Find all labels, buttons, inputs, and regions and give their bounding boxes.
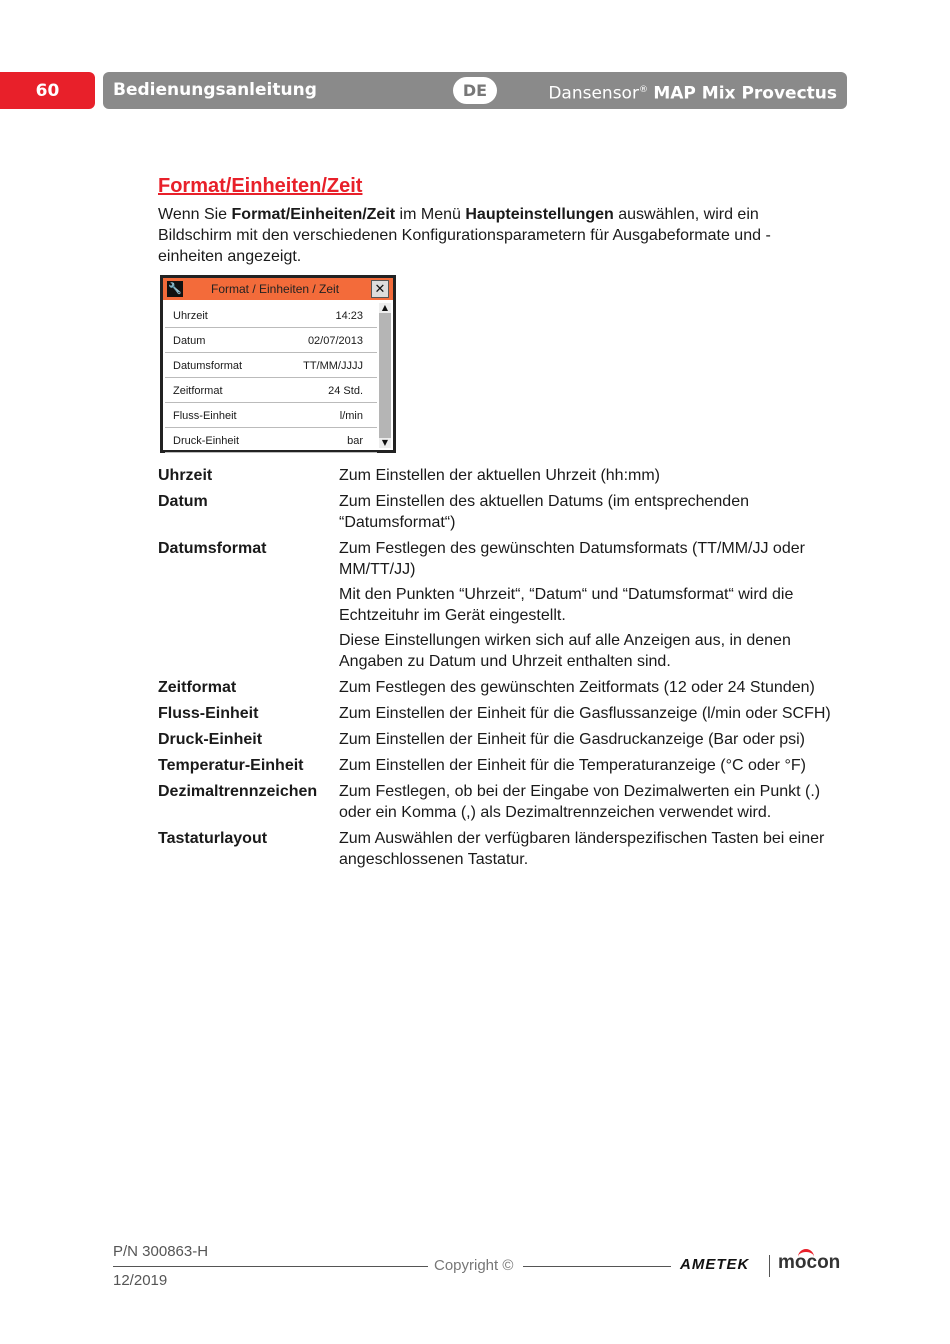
definition-text: Zum Einstellen der aktuellen Uhrzeit (hh:mm) <box>339 467 661 484</box>
device-setting-row[interactable] <box>165 428 377 453</box>
device-screenshot <box>160 275 396 453</box>
device-scrollbar[interactable] <box>379 303 391 448</box>
intro-text: im Menü <box>395 206 466 223</box>
definition-term: Fluss-Einheit <box>158 705 259 722</box>
definition-description <box>339 703 848 724</box>
definition-row <box>158 677 848 698</box>
registered-mark: ® <box>638 85 648 95</box>
ametek-logo: AMETEK <box>680 1256 750 1273</box>
definition-description <box>339 538 848 672</box>
definition-term: Tastaturlayout <box>158 830 268 847</box>
device-setting-row[interactable] <box>165 303 377 328</box>
definition-row <box>158 729 848 750</box>
definition-row <box>158 703 848 724</box>
device-setting-row[interactable] <box>165 403 377 428</box>
definition-term: Druck-Einheit <box>158 731 263 748</box>
definition-text: Mit den Punkten “Uhrzeit“, “Datum“ und “Datumsformat“ wird die Echtzeituhr im Gerät eingestellt. <box>339 586 794 624</box>
device-setting-label: Uhrzeit <box>173 310 208 322</box>
definition-text: Zum Einstellen der Einheit für die Gasdruckanzeige (Bar oder psi) <box>339 731 805 748</box>
definition-text: Zum Festlegen des gewünschten Datumsformats (TT/MM/JJ oder MM/TT/JJ) <box>339 540 805 578</box>
section-title: Format/Einheiten/Zeit <box>158 175 363 197</box>
brand-name: Dansensor <box>548 83 639 104</box>
definition-term: Uhrzeit <box>158 467 213 484</box>
device-title-bar <box>163 278 393 300</box>
device-setting-row[interactable] <box>165 378 377 403</box>
definition-term: Dezimaltrennzeichen <box>158 783 318 800</box>
device-setting-label: Fluss-Einheit <box>173 410 237 422</box>
device-setting-value: 14:23 <box>335 310 363 322</box>
model-name: MAP Mix Provectus <box>653 83 837 104</box>
wrench-icon: 🔧 <box>168 283 182 295</box>
main-content <box>158 175 848 875</box>
footer-divider <box>523 1266 671 1267</box>
definition-text: Zum Einstellen der Einheit für die Temperaturanzeige (°C oder °F) <box>339 757 806 774</box>
language-badge: DE <box>453 77 497 104</box>
device-title: Format / Einheiten / Zeit <box>211 282 340 296</box>
header-title: Bedienungsanleitung <box>113 80 317 100</box>
definition-text: Zum Festlegen des gewünschten Zeitformats (12 oder 24 Stunden) <box>339 679 815 696</box>
definition-term: Datum <box>158 493 208 510</box>
definition-term: Temperatur-Einheit <box>158 757 304 774</box>
definition-row <box>158 781 848 823</box>
device-setting-value: TT/MM/JJJJ <box>303 360 363 372</box>
definition-row <box>158 491 848 533</box>
definition-description <box>339 491 848 533</box>
definition-text: Zum Einstellen des aktuellen Datums (im entsprechenden “Datumsformat“) <box>339 493 749 531</box>
definitions-list <box>158 465 848 870</box>
definition-description <box>339 677 848 698</box>
device-setting-value: bar <box>347 435 363 447</box>
intro-bold-main-settings: Haupteinstellungen <box>465 206 614 223</box>
footer-date: 12/2019 <box>113 1272 168 1289</box>
scroll-down-icon[interactable]: ▼ <box>379 438 391 448</box>
device-setting-value: l/min <box>339 410 363 422</box>
copyright: Copyright © <box>434 1257 514 1274</box>
scroll-up-icon[interactable]: ▲ <box>379 303 391 313</box>
device-settings-list <box>165 303 377 453</box>
definition-text: Zum Festlegen, ob bei der Eingabe von Dezimalwerten ein Punkt (.) oder ein Komma (,) als Dezimaltrennzeichen verwendet wird. <box>339 783 821 821</box>
page-number: 60 <box>0 72 95 109</box>
close-icon[interactable]: ✕ <box>371 280 389 298</box>
footer-divider <box>113 1266 428 1267</box>
header-bar <box>103 72 847 109</box>
intro-text: auswählen, wird ein Bildschirm mit den verschiedenen Konfigurationsparametern für Ausgabeformate und -einheiten angezeigt. <box>158 206 771 265</box>
intro-text: Wenn Sie <box>158 206 232 223</box>
definition-term: Zeitformat <box>158 679 237 696</box>
definition-description <box>339 465 848 486</box>
definition-description <box>339 729 848 750</box>
definition-description <box>339 755 848 776</box>
logo-divider <box>769 1255 770 1277</box>
definition-row <box>158 538 848 672</box>
product-name <box>548 72 837 109</box>
device-setting-label: Datumsformat <box>173 360 243 372</box>
intro-bold-menu: Format/Einheiten/Zeit <box>231 206 396 223</box>
mocon-logo: mocon <box>778 1252 841 1273</box>
device-setting-label: Druck-Einheit <box>173 435 240 447</box>
definition-row <box>158 465 848 486</box>
device-setting-label: Zeitformat <box>173 385 223 397</box>
definition-text: Zum Einstellen der Einheit für die Gasflussanzeige (l/min oder SCFH) <box>339 705 831 722</box>
definition-description <box>339 828 848 870</box>
device-setting-row[interactable] <box>165 328 377 353</box>
device-setting-row[interactable] <box>165 353 377 378</box>
device-setting-value: 24 Std. <box>328 385 363 397</box>
definition-description <box>339 781 848 823</box>
part-number: P/N 300863-H <box>113 1243 209 1260</box>
device-setting-value: 02/07/2013 <box>307 335 363 347</box>
definition-term: Datumsformat <box>158 540 267 557</box>
device-setting-label: Datum <box>173 335 206 347</box>
definition-text: Diese Einstellungen wirken sich auf alle Anzeigen aus, in denen Angaben zu Datum und Uhrzeit enthalten sind. <box>339 632 791 670</box>
device-screen <box>163 278 393 450</box>
definition-row <box>158 755 848 776</box>
definition-row <box>158 828 848 870</box>
intro-paragraph <box>158 204 808 267</box>
definition-text: Zum Auswählen der verfügbaren länderspezifischen Tasten bei einer angeschlossenen Tastatur. <box>339 830 825 868</box>
